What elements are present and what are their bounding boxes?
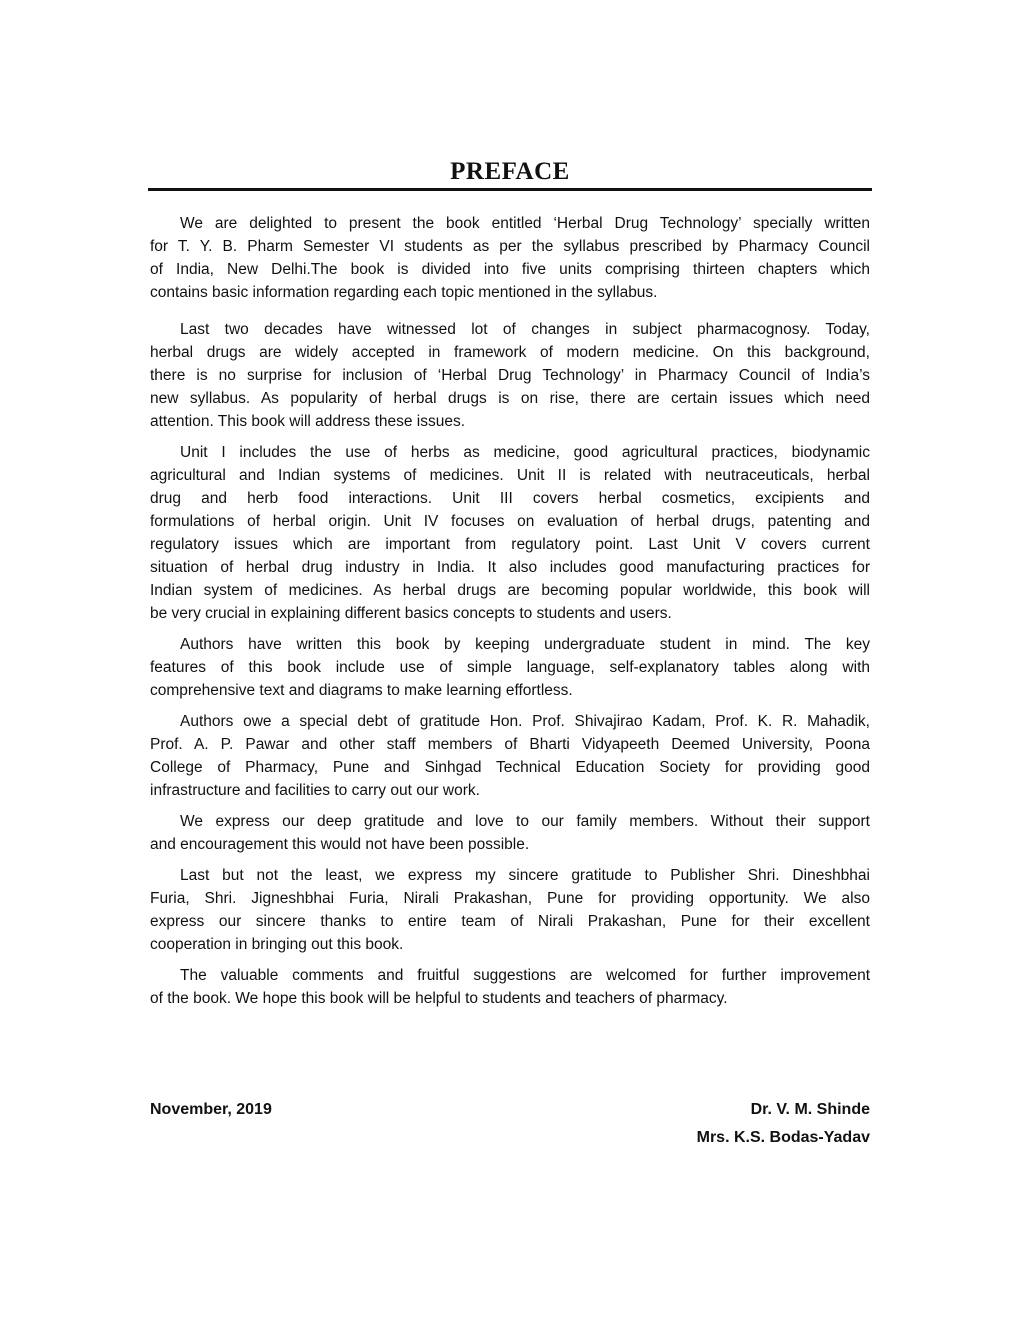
paragraph (150, 212, 870, 304)
author-2: Mrs. K.S. Bodas-Yadav (696, 1129, 870, 1146)
paragraph-line: be very crucial in explaining different basics concepts to students and users. (150, 605, 672, 622)
paragraph-line: comprehensive text and diagrams to make learning effortless. (150, 682, 573, 699)
paragraph-line: College of Pharmacy, Pune and Sinhgad Technical Education Society for providing good (150, 759, 870, 776)
paragraph (150, 964, 870, 1010)
paragraph-line: regulatory issues which are important from regulatory point. Last Unit V covers current (150, 536, 870, 553)
paragraph-line: of India, New Delhi.The book is divided into five units comprising thirteen chapters which (150, 261, 870, 278)
paragraph-line: Furia, Shri. Jigneshbhai Furia, Nirali Prakashan, Pune for providing opportunity. We also (150, 890, 870, 907)
paragraph (150, 441, 870, 625)
paragraph-line: drug and herb food interactions. Unit III covers herbal cosmetics, excipients and (150, 490, 870, 507)
author-1: Dr. V. M. Shinde (750, 1101, 870, 1118)
paragraph-line: Last two decades have witnessed lot of changes in subject pharmacognosy. Today, (180, 321, 870, 338)
paragraph-line: Unit I includes the use of herbs as medicine, good agricultural practices, biodynamic (180, 444, 870, 461)
paragraph-line: situation of herbal drug industry in India. It also includes good manufacturing practices for (150, 559, 870, 576)
paragraph-line: express our sincere thanks to entire team of Nirali Prakashan, Pune for their excellent (150, 913, 870, 930)
paragraph-line: formulations of herbal origin. Unit IV focuses on evaluation of herbal drugs, patenting and (150, 513, 870, 530)
paragraph-line: We are delighted to present the book entitled ‘Herbal Drug Technology’ specially written (180, 215, 870, 232)
preface-body (150, 212, 870, 1018)
paragraph-line: and encouragement this would not have been possible. (150, 836, 530, 853)
paragraph-line: herbal drugs are widely accepted in framework of modern medicine. On this background, (150, 344, 870, 361)
paragraph-line: features of this book include use of simple language, self-explanatory tables along with (150, 659, 870, 676)
paragraph (150, 810, 870, 856)
paragraph-line: there is no surprise for inclusion of ‘Herbal Drug Technology’ in Pharmacy Council of India’s (150, 367, 870, 384)
paragraph-line: for T. Y. B. Pharm Semester VI students as per the syllabus prescribed by Pharmacy Council (150, 238, 870, 255)
page-title: PREFACE (450, 158, 570, 185)
paragraph (150, 318, 870, 433)
paragraph-line: Authors owe a special debt of gratitude Hon. Prof. Shivajirao Kadam, Prof. K. R. Mahadik, (180, 713, 870, 730)
paragraph (150, 864, 870, 956)
paragraph-line: of the book. We hope this book will be helpful to students and teachers of pharmacy. (150, 990, 728, 1007)
paragraph-line: We express our deep gratitude and love to our family members. Without their support (180, 813, 870, 830)
paragraph-line: Prof. A. P. Pawar and other staff members of Bharti Vidyapeeth Deemed University, Poona (150, 736, 870, 753)
paragraph-line: attention. This book will address these issues. (150, 413, 466, 430)
paragraph-line: cooperation in bringing out this book. (150, 936, 404, 953)
paragraph-line: The valuable comments and fruitful suggestions are welcomed for further improvement (180, 967, 870, 984)
paragraph-line: new syllabus. As popularity of herbal drugs is on rise, there are certain issues which need (150, 390, 870, 407)
paragraph-line: Last but not the least, we express my sincere gratitude to Publisher Shri. Dineshbhai (180, 867, 870, 884)
paragraph (150, 633, 870, 702)
paragraph-line: agricultural and Indian systems of medicines. Unit II is related with neutraceuticals, herbal (150, 467, 870, 484)
paragraph-line: infrastructure and facilities to carry out our work. (150, 782, 480, 799)
paragraph-line: contains basic information regarding each topic mentioned in the syllabus. (150, 284, 658, 301)
date: November, 2019 (150, 1101, 272, 1118)
paragraph-line: Authors have written this book by keeping undergraduate student in mind. The key (180, 636, 870, 653)
paragraph-line: Indian system of medicines. As herbal drugs are becoming popular worldwide, this book will (150, 582, 870, 599)
title-rule (148, 188, 872, 191)
paragraph (150, 710, 870, 802)
